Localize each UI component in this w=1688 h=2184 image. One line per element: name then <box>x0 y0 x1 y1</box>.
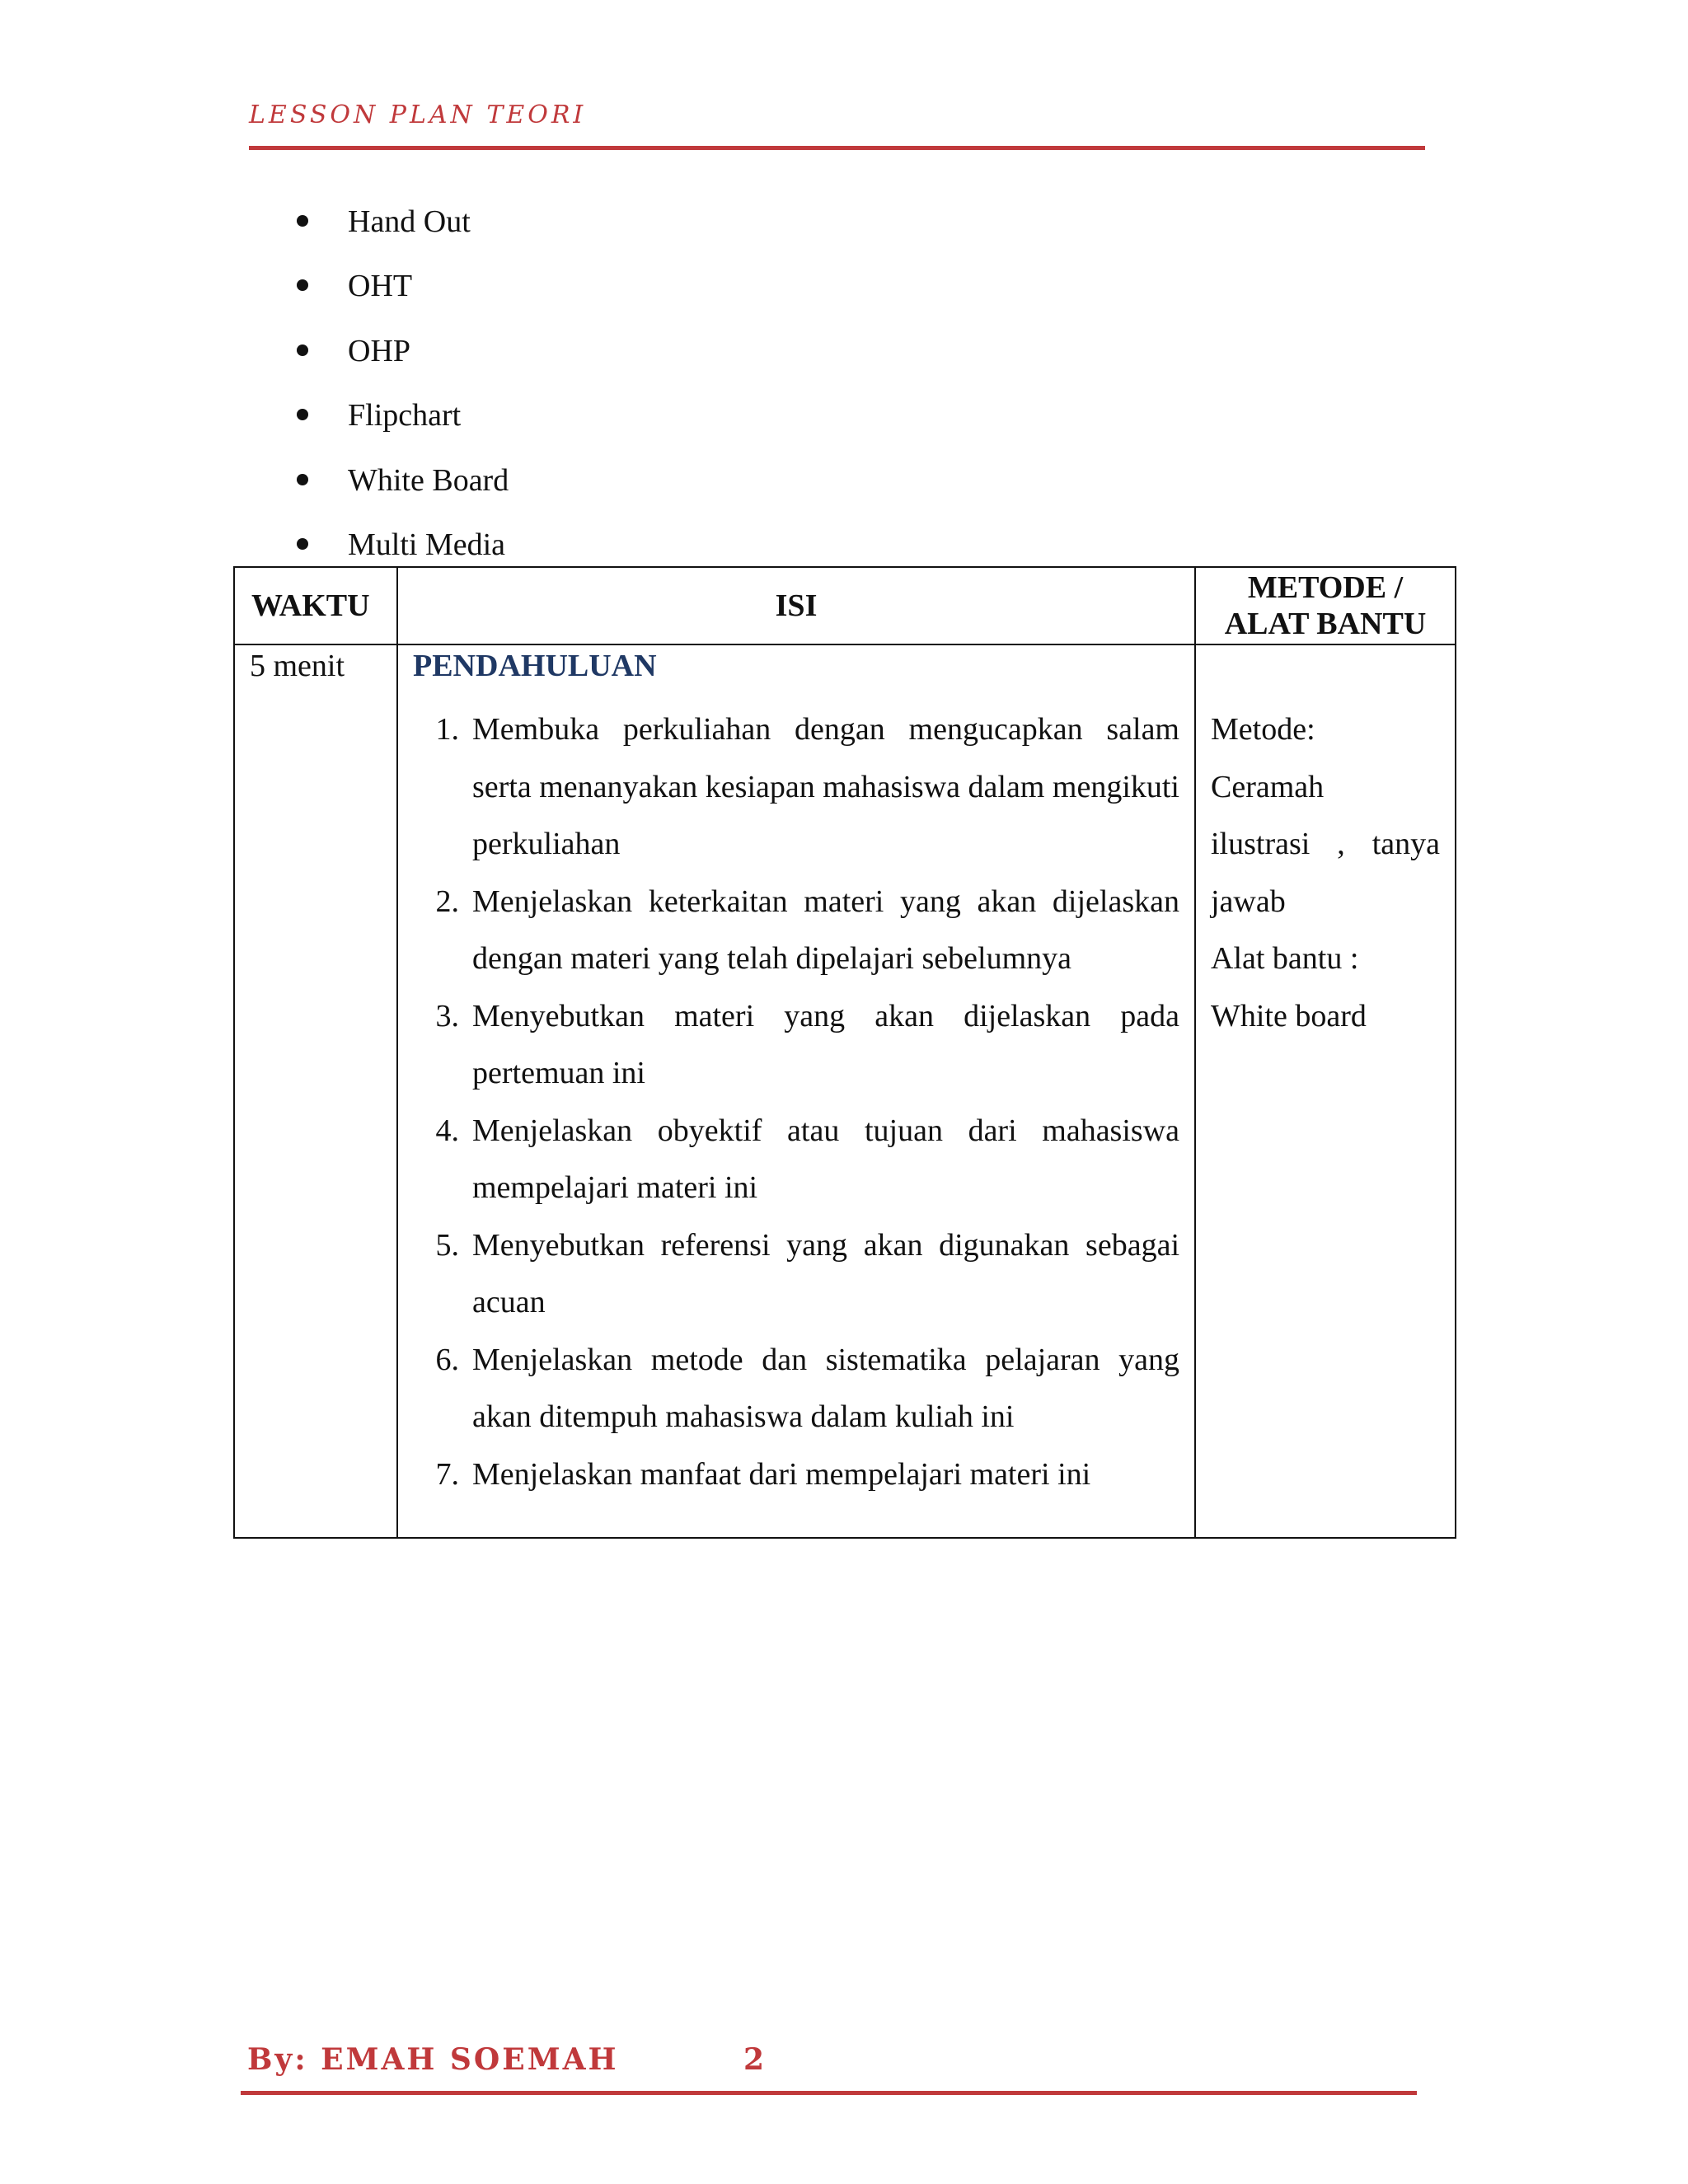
step-number: 5. <box>435 1227 459 1263</box>
step-number: 2. <box>435 883 459 919</box>
metode-cell <box>1195 644 1456 1538</box>
header-metode-line1: METODE / <box>1247 570 1404 605</box>
table-row <box>234 644 1456 1538</box>
isi-cell <box>397 644 1195 1538</box>
step-item <box>413 874 1179 988</box>
bullet-icon <box>297 409 308 420</box>
step-number: 4. <box>435 1113 459 1148</box>
step-number: 3. <box>435 998 459 1033</box>
bullet-icon <box>297 538 308 550</box>
step-item <box>413 1446 1179 1504</box>
step-text: Menjelaskan metode dan sistematika pelajaran yang akan ditempuh mahasiswa dalam kuliah ini <box>472 1342 1179 1434</box>
footer-author: By: EMAH SOEMAH <box>247 2042 619 2077</box>
bullet-text: Flipchart <box>348 398 462 434</box>
bullet-icon <box>297 215 308 227</box>
header-metode <box>1195 567 1456 644</box>
step-number: 1. <box>435 712 459 747</box>
metode-line: White board <box>1211 998 1367 1033</box>
header-waktu: WAKTU <box>234 567 397 644</box>
step-item <box>413 1332 1179 1446</box>
step-item <box>413 1217 1179 1332</box>
metode-line: Alat bantu : <box>1211 941 1359 976</box>
metode-line: ilustrasi , tanya <box>1211 827 1440 861</box>
bullet-icon <box>297 474 308 485</box>
header-rule <box>249 146 1425 150</box>
step-number: 7. <box>435 1456 459 1492</box>
steps-list <box>413 701 1179 1503</box>
step-item <box>413 988 1179 1103</box>
metode-line: Ceramah <box>1211 769 1325 804</box>
bullet-text: Multi Media <box>348 527 506 562</box>
metode-line: Metode: <box>1211 712 1315 747</box>
waktu-cell: 5 menit <box>234 644 397 1538</box>
bullet-icon <box>297 279 308 291</box>
table-header-row <box>234 567 1456 644</box>
bullet-text: OHP <box>348 333 411 368</box>
step-text: Menyebutkan materi yang akan dijelaskan pada pertemuan ini <box>472 998 1179 1090</box>
metode-line: jawab <box>1211 883 1286 919</box>
lesson-table <box>233 566 1456 1539</box>
footer-rule <box>241 2091 1417 2095</box>
step-text: Menyebutkan referensi yang akan digunakan sebagai acuan <box>472 1227 1179 1319</box>
section-heading: PENDAHULUAN <box>413 649 657 683</box>
step-item <box>413 701 1179 874</box>
step-text: Menjelaskan manfaat dari mempelajari materi ini <box>472 1456 1091 1492</box>
step-text: Menjelaskan obyektif atau tujuan dari mahasiswa mempelajari materi ini <box>472 1113 1179 1205</box>
bullet-text: Hand Out <box>348 204 471 239</box>
step-number: 6. <box>435 1342 459 1377</box>
bullet-icon <box>297 344 308 356</box>
step-text: Menjelaskan keterkaitan materi yang akan dijelaskan dengan materi yang telah dipelajari sebelumnya <box>472 883 1179 976</box>
header-title: LESSON PLAN TEORI <box>249 101 587 129</box>
step-text: Membuka perkuliahan dengan mengucapkan salam serta menanyakan kesiapan mahasiswa dalam mengikuti perkuliahan <box>472 712 1179 861</box>
page-number: 2 <box>743 2042 765 2077</box>
header-metode-line2: ALAT BANTU <box>1224 607 1427 641</box>
header-isi: ISI <box>397 567 1195 644</box>
bullet-text: OHT <box>348 269 413 304</box>
step-item <box>413 1103 1179 1217</box>
bullet-text: White Board <box>348 462 509 498</box>
